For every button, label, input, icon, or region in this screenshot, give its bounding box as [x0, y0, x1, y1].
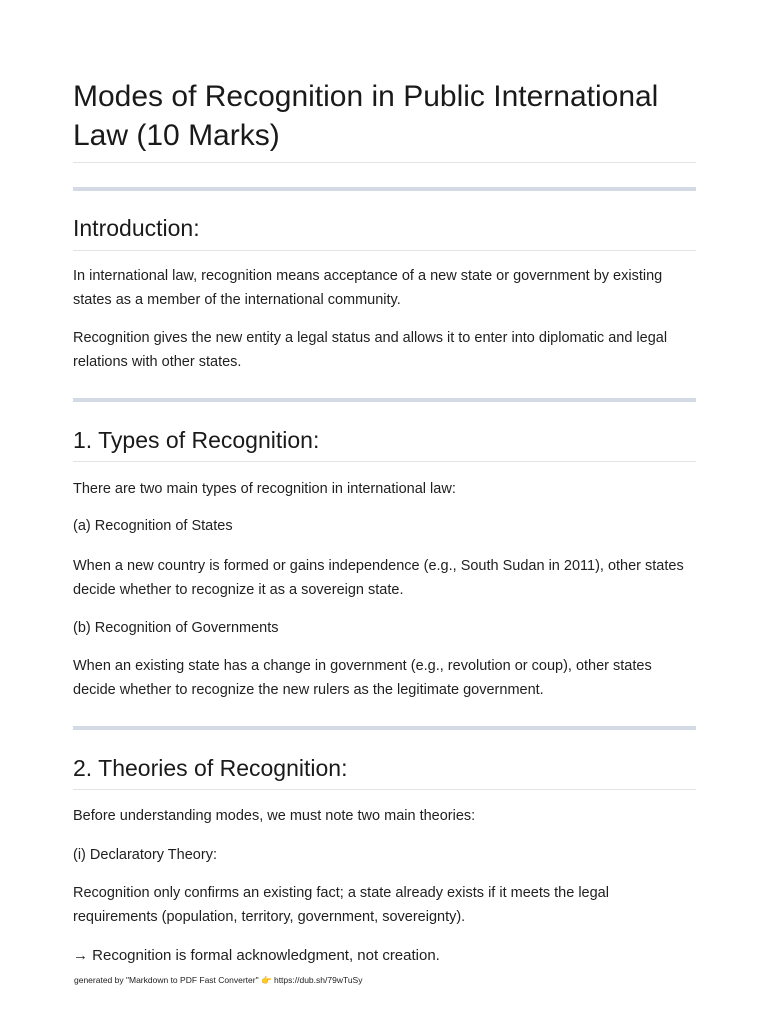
- heading-introduction: Introduction:: [73, 215, 200, 241]
- paragraph: Recognition gives the new entity a legal status and allows it to enter into diplomatic and legal relations with other states.: [73, 330, 668, 370]
- heading-underline: [73, 250, 696, 251]
- heading-types: 1. Types of Recognition:: [73, 427, 320, 453]
- heading-underline: [73, 461, 696, 462]
- paragraph: In international law, recognition means acceptance of a new state or government by existing states as a member of the international community.: [73, 268, 663, 308]
- paragraph: Before understanding modes, we must note two main theories:: [73, 808, 476, 824]
- horizontal-rule: [73, 187, 696, 191]
- subheading-i: (i) Declaratory Theory:: [73, 847, 217, 863]
- pointing-hand-icon: 👉: [261, 975, 272, 985]
- horizontal-rule: [73, 398, 696, 402]
- heading-underline: [73, 789, 696, 790]
- footer-text: generated by "Markdown to PDF Fast Converter": [74, 975, 259, 985]
- paragraph: When an existing state has a change in government (e.g., revolution or coup), other states decide whether to recognize the new rulers as the legitimate government.: [73, 658, 652, 698]
- subheading-b: (b) Recognition of Governments: [73, 620, 279, 636]
- document-title: Modes of Recognition in Public International Law (10 Marks): [73, 80, 659, 152]
- footer: [74, 975, 362, 986]
- title-underline: [73, 162, 696, 163]
- paragraph-arrow: → Recognition is formal acknowledgment, not creation.: [73, 947, 440, 964]
- paragraph: There are two main types of recognition in international law:: [73, 481, 456, 497]
- subheading-a: (a) Recognition of States: [73, 518, 233, 534]
- paragraph: When a new country is formed or gains independence (e.g., South Sudan in 2011), other states decide whether to recognize it as a sovereign state.: [73, 558, 684, 598]
- horizontal-rule: [73, 726, 696, 730]
- footer-link[interactable]: https://dub.sh/79wTuSy: [273, 975, 363, 985]
- heading-theories: 2. Theories of Recognition:: [73, 755, 348, 781]
- paragraph: Recognition only confirms an existing fact; a state already exists if it meets the legal requirements (population, territory, government, sovereignty).: [73, 885, 609, 925]
